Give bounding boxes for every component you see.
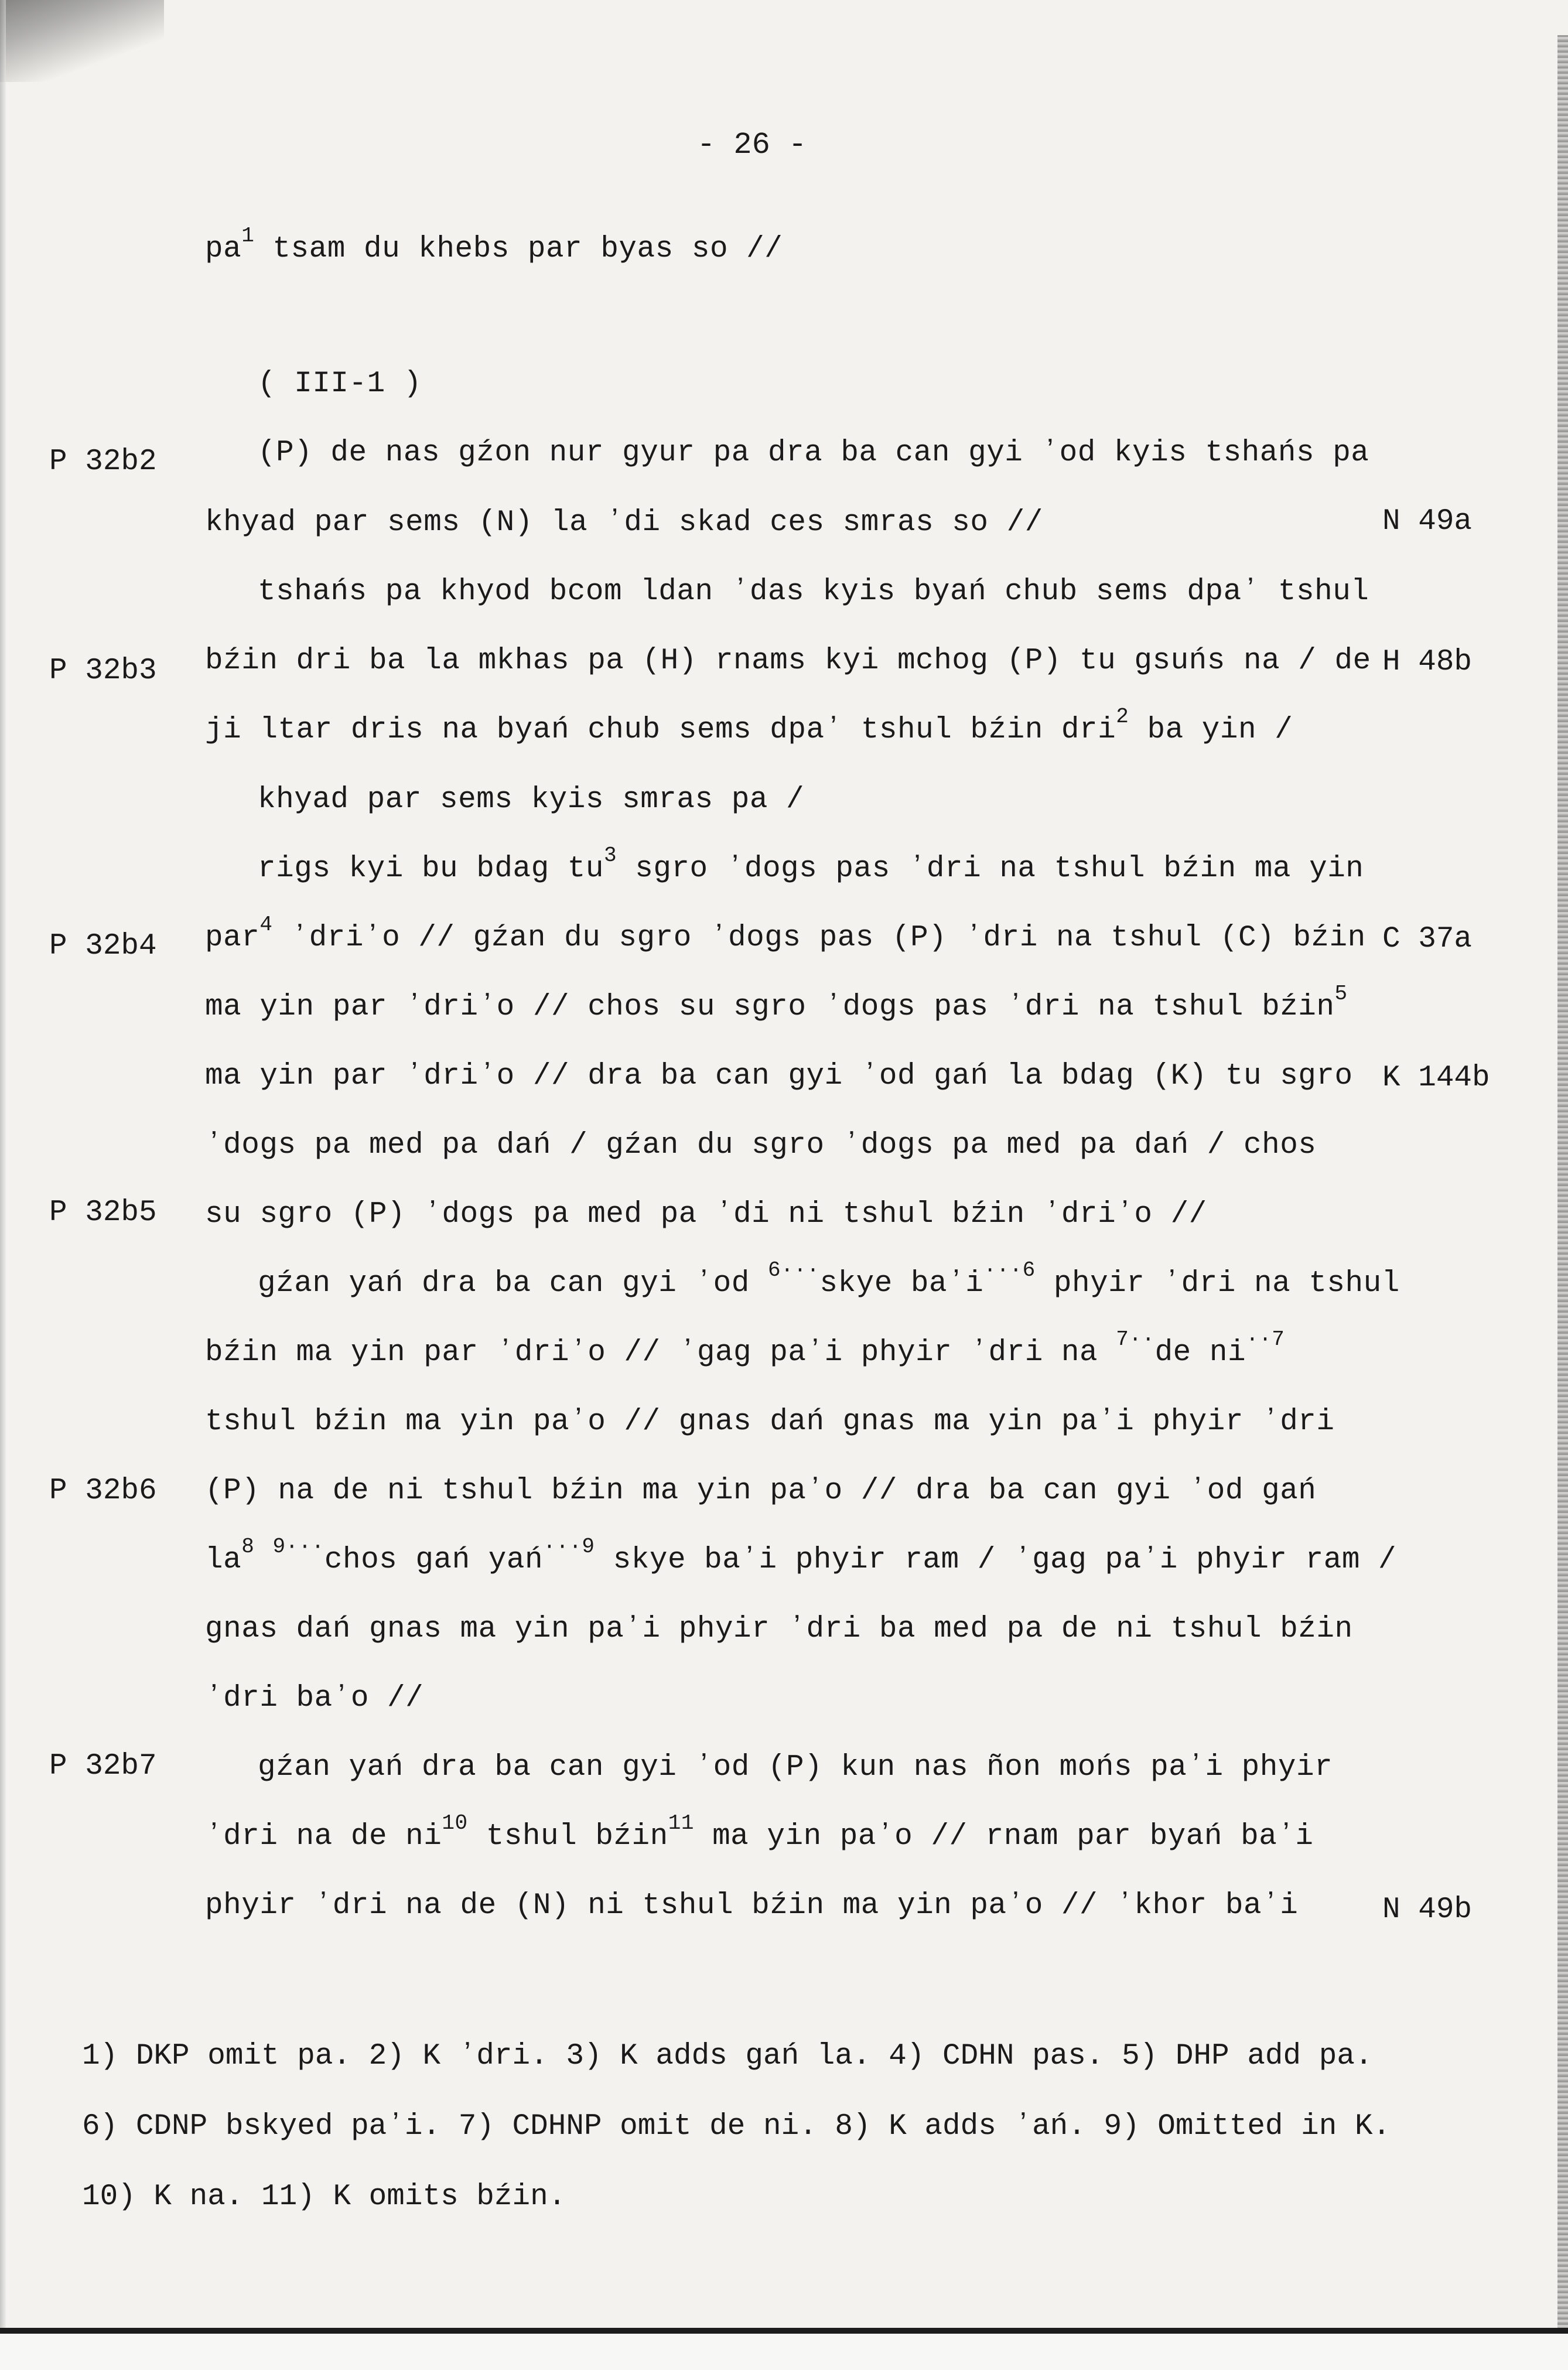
text-run: khyad par sems (N) la ʼdi skad ces smras so // [205,506,1043,539]
footnote-marker: 6··· [767,1258,820,1282]
text-run: tshańs pa khyod bcom ldan ʼdas kyis byań chub sems dpaʼ tshul [258,575,1369,609]
text-line [258,1258,1400,1304]
text-run: phyir ʼdri na tshul [1035,1267,1400,1300]
footnote-marker: 9··· [272,1535,324,1559]
text-run: ji ltar dris na byań chub sems dpaʼ tshul bźin dri [205,713,1116,747]
text-line [258,843,1364,889]
folio-ref-right: K 144b [1382,1061,1490,1095]
footnote-marker: 1 [241,224,255,248]
folio-ref-right: N 49a [1382,505,1473,538]
footnote-line: 1) DKP omit pa. 2) K ʼdri. 3) K adds gań la. 4) CDHN pas. 5) DHP add pa. [82,2040,1373,2073]
text-run: su sgro (P) ʼdogs pa med pa ʼdi ni tshul bźin ʼdriʼo // [205,1198,1207,1231]
text-line [205,1197,1207,1233]
folio-ref-right: N 49b [1382,1893,1473,1927]
text-run: tshul bźin ma yin paʼo // gnas dań gnas ma yin paʼi phyir ʼdri [205,1405,1335,1439]
scan-edge-bottom [0,2328,1568,2334]
text-run: ʼdri na de ni [205,1820,442,1853]
text-line [205,1811,1314,1857]
footnote-marker: 3 [604,843,617,868]
footnote-line: 6) CDNP bskyed paʼi. 7) CDHNP omit de ni. 8) K adds ʼań. 9) Omitted in K. [82,2110,1391,2143]
folio-ref-left: P 32b6 [49,1474,157,1508]
folio-ref-left: P 32b2 [49,445,157,479]
text-line [205,913,1366,958]
footnote-line: 10) K na. 11) K omits bźin. [82,2180,566,2214]
text-line [258,435,1369,472]
folio-ref-left: P 32b3 [49,654,157,688]
text-line [205,1327,1285,1373]
text-line [205,1535,1397,1580]
text-line [205,505,1043,541]
text-run: ba yin / [1129,713,1293,747]
page-number: - 26 - [697,128,807,162]
footnote-marker: 11 [668,1811,694,1835]
text-line [205,643,1371,679]
footnote-marker: 2 [1116,705,1129,729]
footnote-marker: 5 [1334,982,1348,1006]
text-run: gźan yań dra ba can gyi ʼod [258,1267,768,1300]
text-run: khyad par sems kyis smras pa / [258,783,805,817]
text-line [205,1058,1353,1095]
text-line [258,574,1369,610]
text-run: ma yin par ʼdriʼo // chos su sgro ʼdogs pas ʼdri na tshul bźin [205,991,1335,1024]
folio-ref-right: C 37a [1382,923,1473,956]
text-run: la [205,1543,242,1577]
text-run: bźin ma yin par ʼdriʼo // ʼgag paʼi phyir ʼdri na [205,1336,1116,1370]
text-run: tsam du khebs par byas so // [254,233,783,266]
text-run: tshul bźin [467,1820,668,1853]
text-run: (P) de nas gźon nur gyur pa dra ba can gyi ʼod kyis tshańs pa [258,436,1369,470]
footnote-marker: ···6 [983,1258,1036,1282]
scan-edge-right [1557,35,1568,2355]
text-run: pa [205,233,242,266]
text-line [258,1750,1333,1786]
scan-margin-bottom [0,2334,1568,2370]
footnote-marker: 4 [259,913,273,937]
text-run: ʼdriʼo // gźan du sgro ʼdogs pas (P) ʼdri na tshul (C) bźin [272,921,1366,955]
text-run: rigs kyi bu bdag tu [258,852,604,886]
text-line [205,1404,1335,1440]
text-run: sgro ʼdogs pas ʼdri na tshul bźin ma yin [617,852,1364,886]
text-run: ma yin par ʼdriʼo // dra ba can gyi ʼod gań la bdag (K) tu sgro [205,1060,1353,1093]
folio-ref-right: H 48b [1382,646,1473,679]
text-run: gnas dań gnas ma yin paʼi phyir ʼdri ba med pa de ni tshul bźin [205,1613,1353,1646]
text-line [205,224,783,269]
text-line [205,982,1348,1027]
text-run: ʼdogs pa med pa dań / gźan du sgro ʼdogs pa med pa dań / chos [205,1129,1317,1162]
text-line [205,1473,1316,1510]
text-line [205,1128,1316,1164]
footnote-marker: 8 [241,1535,255,1559]
scan-shadow-corner [0,0,164,82]
text-line [205,705,1293,750]
text-run: par [205,921,260,955]
text-run: chos gań yań [324,1543,544,1577]
footnote-marker: 7·· [1116,1327,1155,1351]
text-run: skye baʼi phyir ram / ʼgag paʼi phyir ram / [595,1543,1397,1577]
scan-edge-left [0,0,6,2370]
text-line [205,1611,1353,1648]
text-run: ʼdri baʼo // [205,1682,424,1715]
text-line [205,1681,423,1717]
footnote-marker: 10 [442,1811,468,1835]
folio-ref-left: P 32b7 [49,1750,157,1783]
footnote-marker: ···9 [543,1535,595,1559]
folio-ref-left: P 32b4 [49,930,157,963]
section-heading: ( III-1 ) [258,367,422,401]
text-run: (P) na de ni tshul bźin ma yin paʼo // dra ba can gyi ʼod gań [205,1474,1317,1508]
text-line [205,1888,1298,1924]
text-run: ma yin paʼo // rnam par byań baʼi [694,1820,1314,1853]
footnote-marker: ··7 [1246,1327,1285,1351]
text-run: skye baʼi [819,1267,984,1300]
folio-ref-left: P 32b5 [49,1196,157,1230]
text-run: gźan yań dra ba can gyi ʼod (P) kun nas ñon mońs paʼi phyir [258,1751,1333,1784]
text-run [254,1543,272,1577]
text-line [258,782,804,818]
text-run: phyir ʼdri na de (N) ni tshul bźin ma yin paʼo // ʼkhor baʼi [205,1889,1299,1922]
text-run: bźin dri ba la mkhas pa (H) rnams kyi mchog (P) tu gsuńs na / de [205,644,1371,678]
text-run: de ni [1154,1336,1246,1370]
